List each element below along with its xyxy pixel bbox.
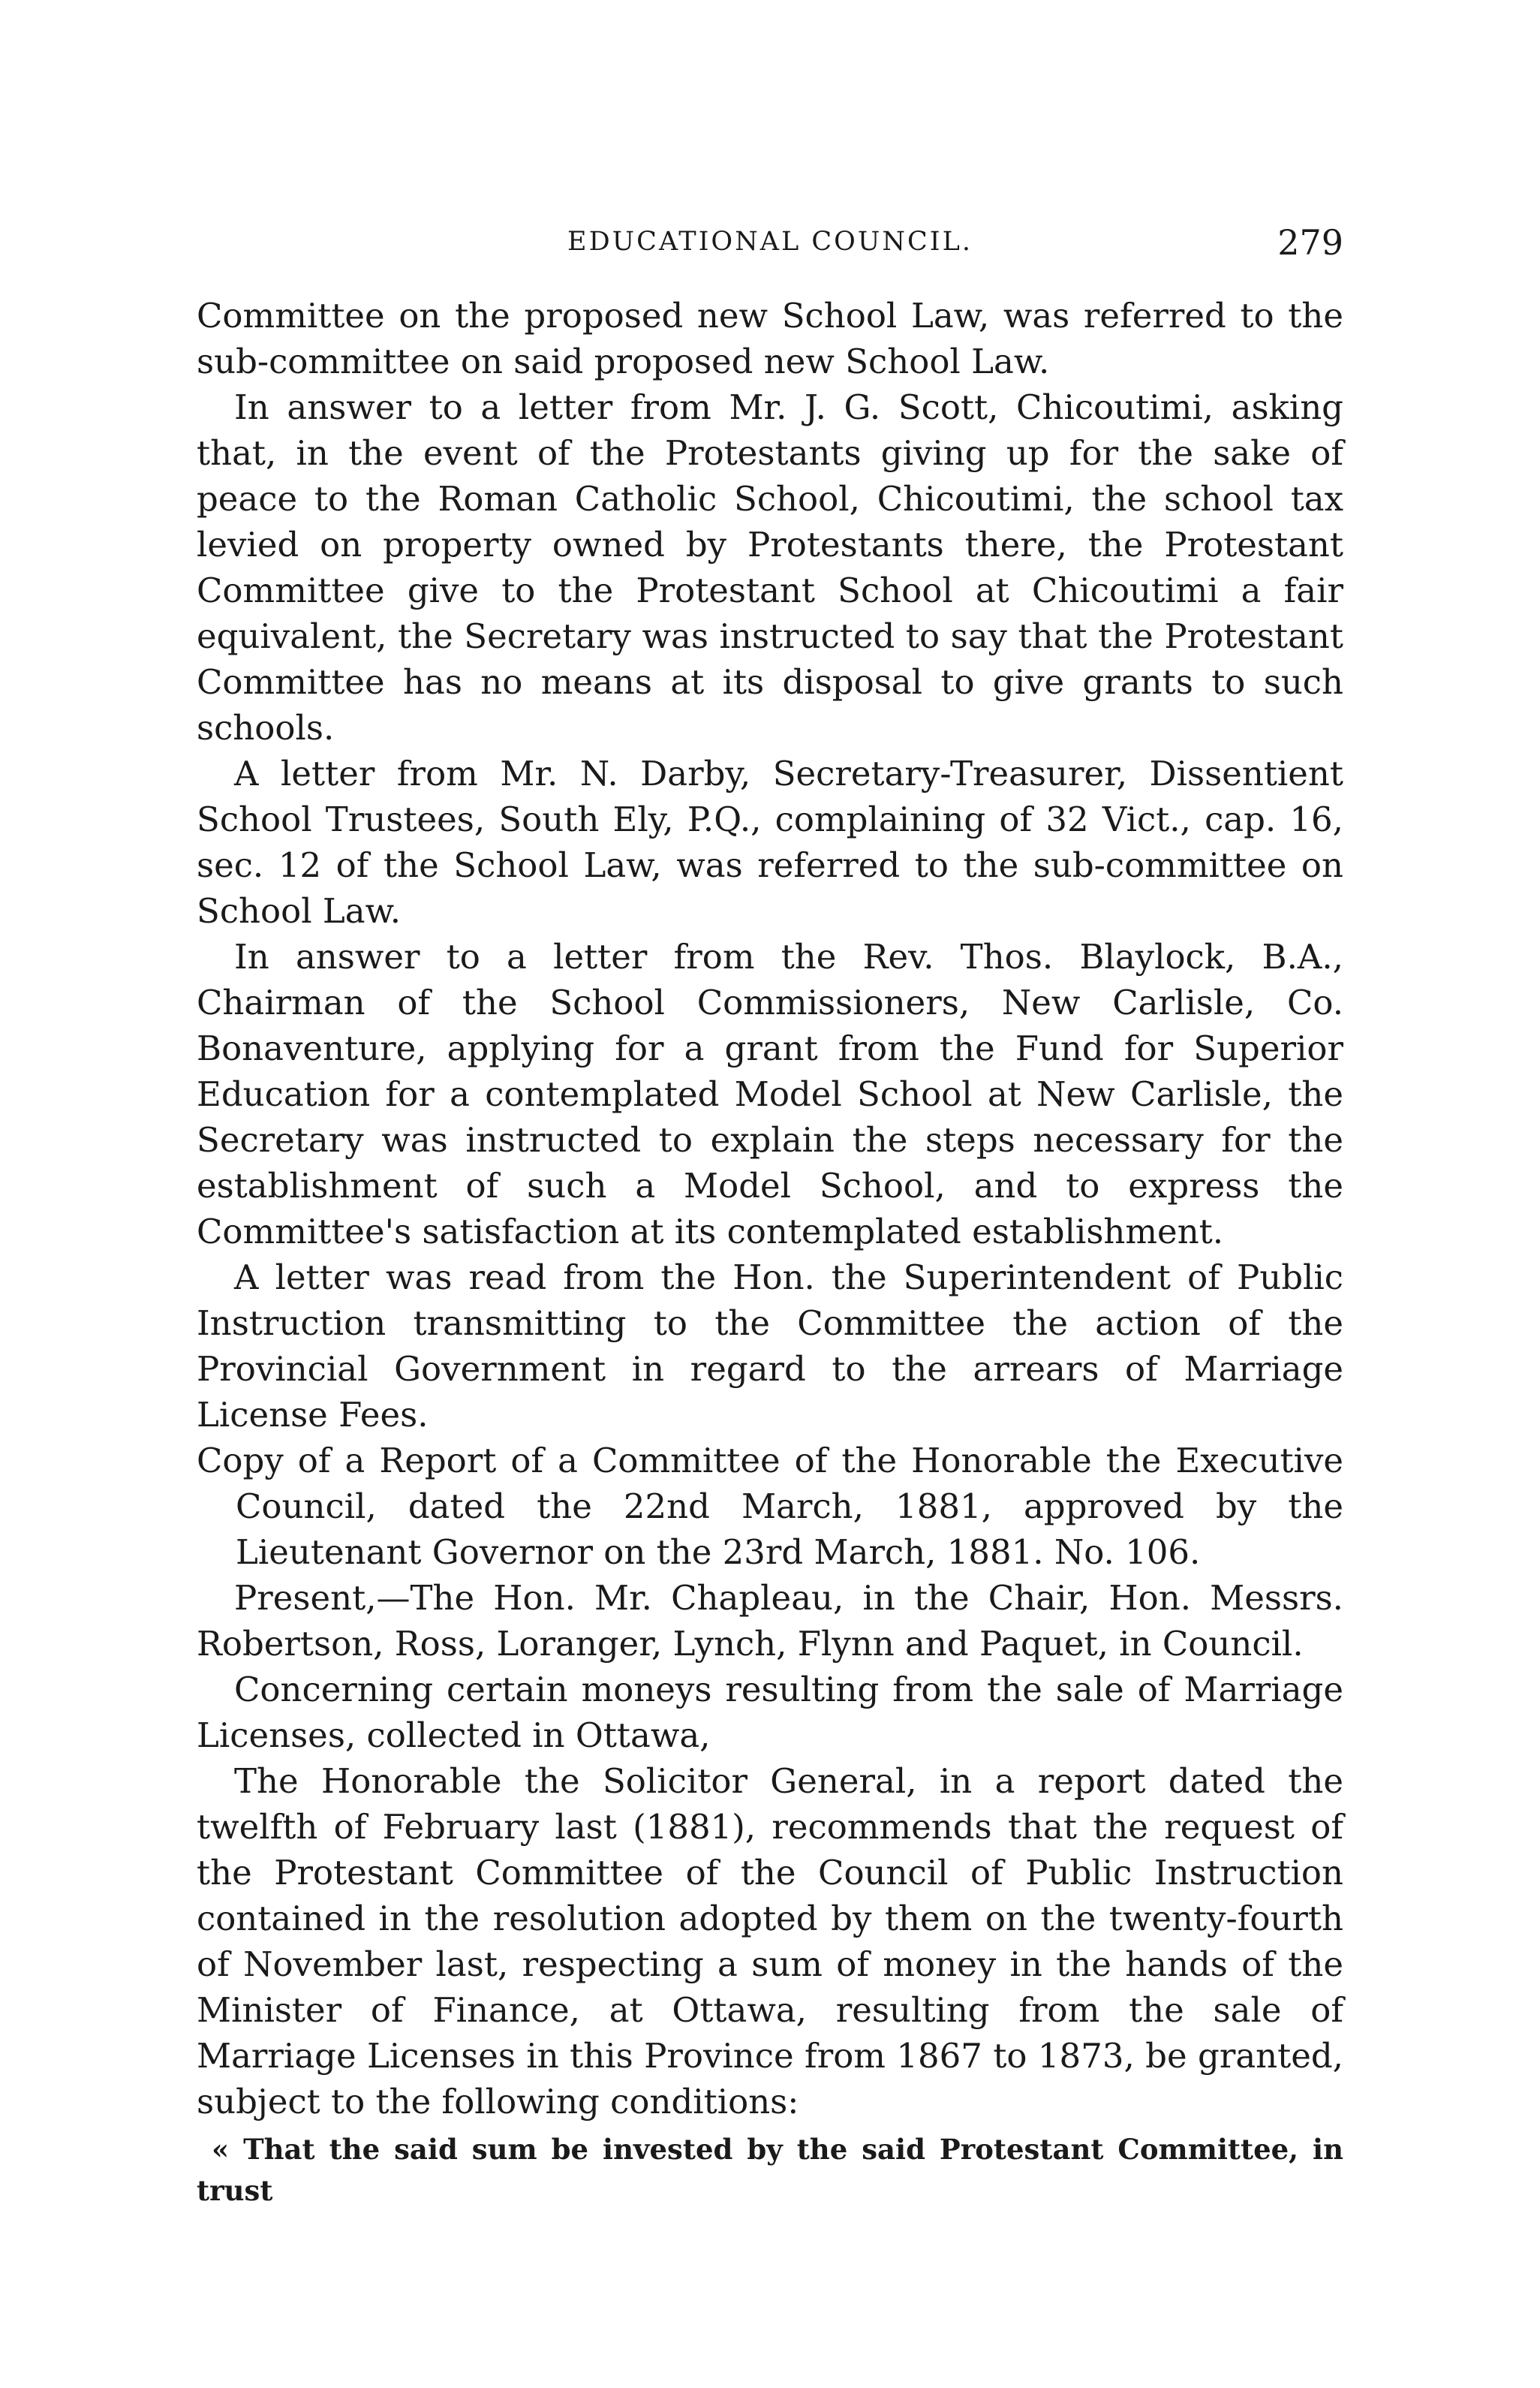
paragraph-superintendent-letter: A letter was read from the Hon. the Superintendent of Public Instruction transmitting to the Committee the action of the Provincial Government in regard to the arrears of Marriage License Fees.	[197, 1257, 1343, 1435]
paragraph-solicitor-general: The Honorable the Solicitor General, in a report dated the twelfth of February last (1881), recommends that the request of the Protestant Committee of the Council of Public Instruction contained in the resolution adopted by them on the twenty-fourth of November last, respecting a sum of money in the hands of the Minister of Finance, at Ottawa, resulting from the sale of Marriage Licenses in this Province from 1867 to 1873, be granted, subject to the following conditions:	[197, 1761, 1343, 2121]
paragraph-present: Present,—The Hon. Mr. Chapleau, in the Chair, Hon. Messrs. Robertson, Ross, Loranger, Lynch, Flynn and Paquet, in Council.	[197, 1578, 1343, 1664]
paragraph-scott-letter: In answer to a letter from Mr. J. G. Scott, Chicoutimi, asking that, in the event of the Protestants giving up for the sake of peace to the Roman Catholic School, Chicoutimi, the school tax levied on property owned by Protestants there, the Protestant Committee give to the Protestant School at Chicoutimi a fair equivalent, the Secretary was instructed to say that the Protestant Committee has no means at its disposal to give grants to such schools.	[197, 387, 1343, 748]
paragraph-blaylock-letter: In answer to a letter from the Rev. Thos. Blaylock, B.A., Chairman of the School Commissioners, New Carlisle, Co. Bonaventure, applying for a grant from the Fund for Superior Education for a contemplated Model School at New Carlisle, the Secretary was instructed to explain the steps necessary for the establishment of such a Model School, and to express the Committee's satisfaction at its contemplated establishment.	[197, 937, 1343, 1251]
paragraph-darby-letter: A letter from Mr. N. Darby, Secretary-Treasurer, Dissentient School Trustees, South Ely, P.Q., complaining of 32 Vict., cap. 16, sec. 12 of the School Law, was referred to the sub-committee on School Law.	[197, 754, 1343, 931]
page-number: 279	[1277, 222, 1343, 263]
paragraph-continuation: Committee on the proposed new School Law, was referred to the sub-committee on said proposed new School Law.	[197, 296, 1343, 381]
paragraph-concerning: Concerning certain moneys resulting from the sale of Marriage Licenses, collected in Ottawa,	[197, 1670, 1343, 1755]
page-body	[197, 293, 1343, 2212]
page-header	[197, 222, 1343, 272]
paragraph-quoted-condition: « That the said sum be invested by the said Protestant Committee, in trust	[197, 2133, 1343, 2207]
running-head: EDUCATIONAL COUNCIL.	[567, 227, 973, 257]
paragraph-report-title: Copy of a Report of a Committee of the Honorable the Executive Council, dated the 22nd March, 1881, approved by the Lieutenant Governor on the 23rd March, 1881. No. 106.	[197, 1441, 1343, 1572]
